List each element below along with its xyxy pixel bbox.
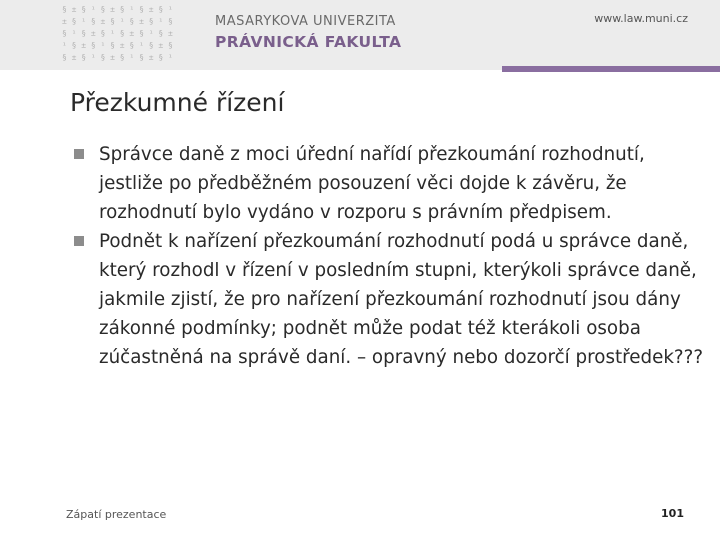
bullet-item [74,227,714,372]
bullet-text: Správce daně z moci úřední nařídí přezkoumání rozhodnutí, jestliže po předběžném posouzení věci dojde k závěru, že rozhodnutí bylo vydáno v rozporu s právním předpisem. [99,144,645,223]
svg-text:§ ± § ¹ § ± § ¹ § ± § ¹: § ± § ¹ § ± § ¹ § ± § ¹ [62,5,173,14]
svg-text:± § ¹ § ± § ¹ § ± § ¹ §: ± § ¹ § ± § ¹ § ± § ¹ § [62,17,173,26]
footer-text: Zápatí prezentace [66,508,167,521]
svg-text:§ ± § ¹ § ± § ¹ § ± § ¹: § ± § ¹ § ± § ¹ § ± § ¹ [62,53,173,62]
square-bullet-icon [74,236,84,246]
header-accent-bar [502,66,720,72]
bullet-text: Podnět k nařízení přezkoumání rozhodnutí podá u správce daně, který rozhodl v řízení v posledním stupni, kterýkoli správce daně, jakmile zjistí, že pro nařízení přezkoumání rozhodnutí jsou dány zákonné podmínky; podnět může podat též kterákoli osoba zúčastněná na správě daní. – opravný nebo dozorčí prostředek??? [99,231,704,368]
bullet-list [74,140,714,372]
svg-text:¹ § ± § ¹ § ± § ¹ § ± §: ¹ § ± § ¹ § ± § ¹ § ± § [62,41,173,50]
slide-header [0,0,720,70]
university-logo-pattern-icon [62,3,180,67]
svg-text:§ ¹ § ± § ¹ § ± § ¹ § ±: § ¹ § ± § ¹ § ± § ¹ § ± [62,29,173,38]
square-bullet-icon [74,149,84,159]
page-number: 101 [661,507,684,520]
bullet-item [74,140,714,227]
website-url: www.law.muni.cz [594,12,688,25]
university-name: MASARYKOVA UNIVERZITA [215,14,396,29]
faculty-name: PRÁVNICKÁ FAKULTA [215,33,402,51]
slide-title: Přezkumné řízení [70,88,285,117]
